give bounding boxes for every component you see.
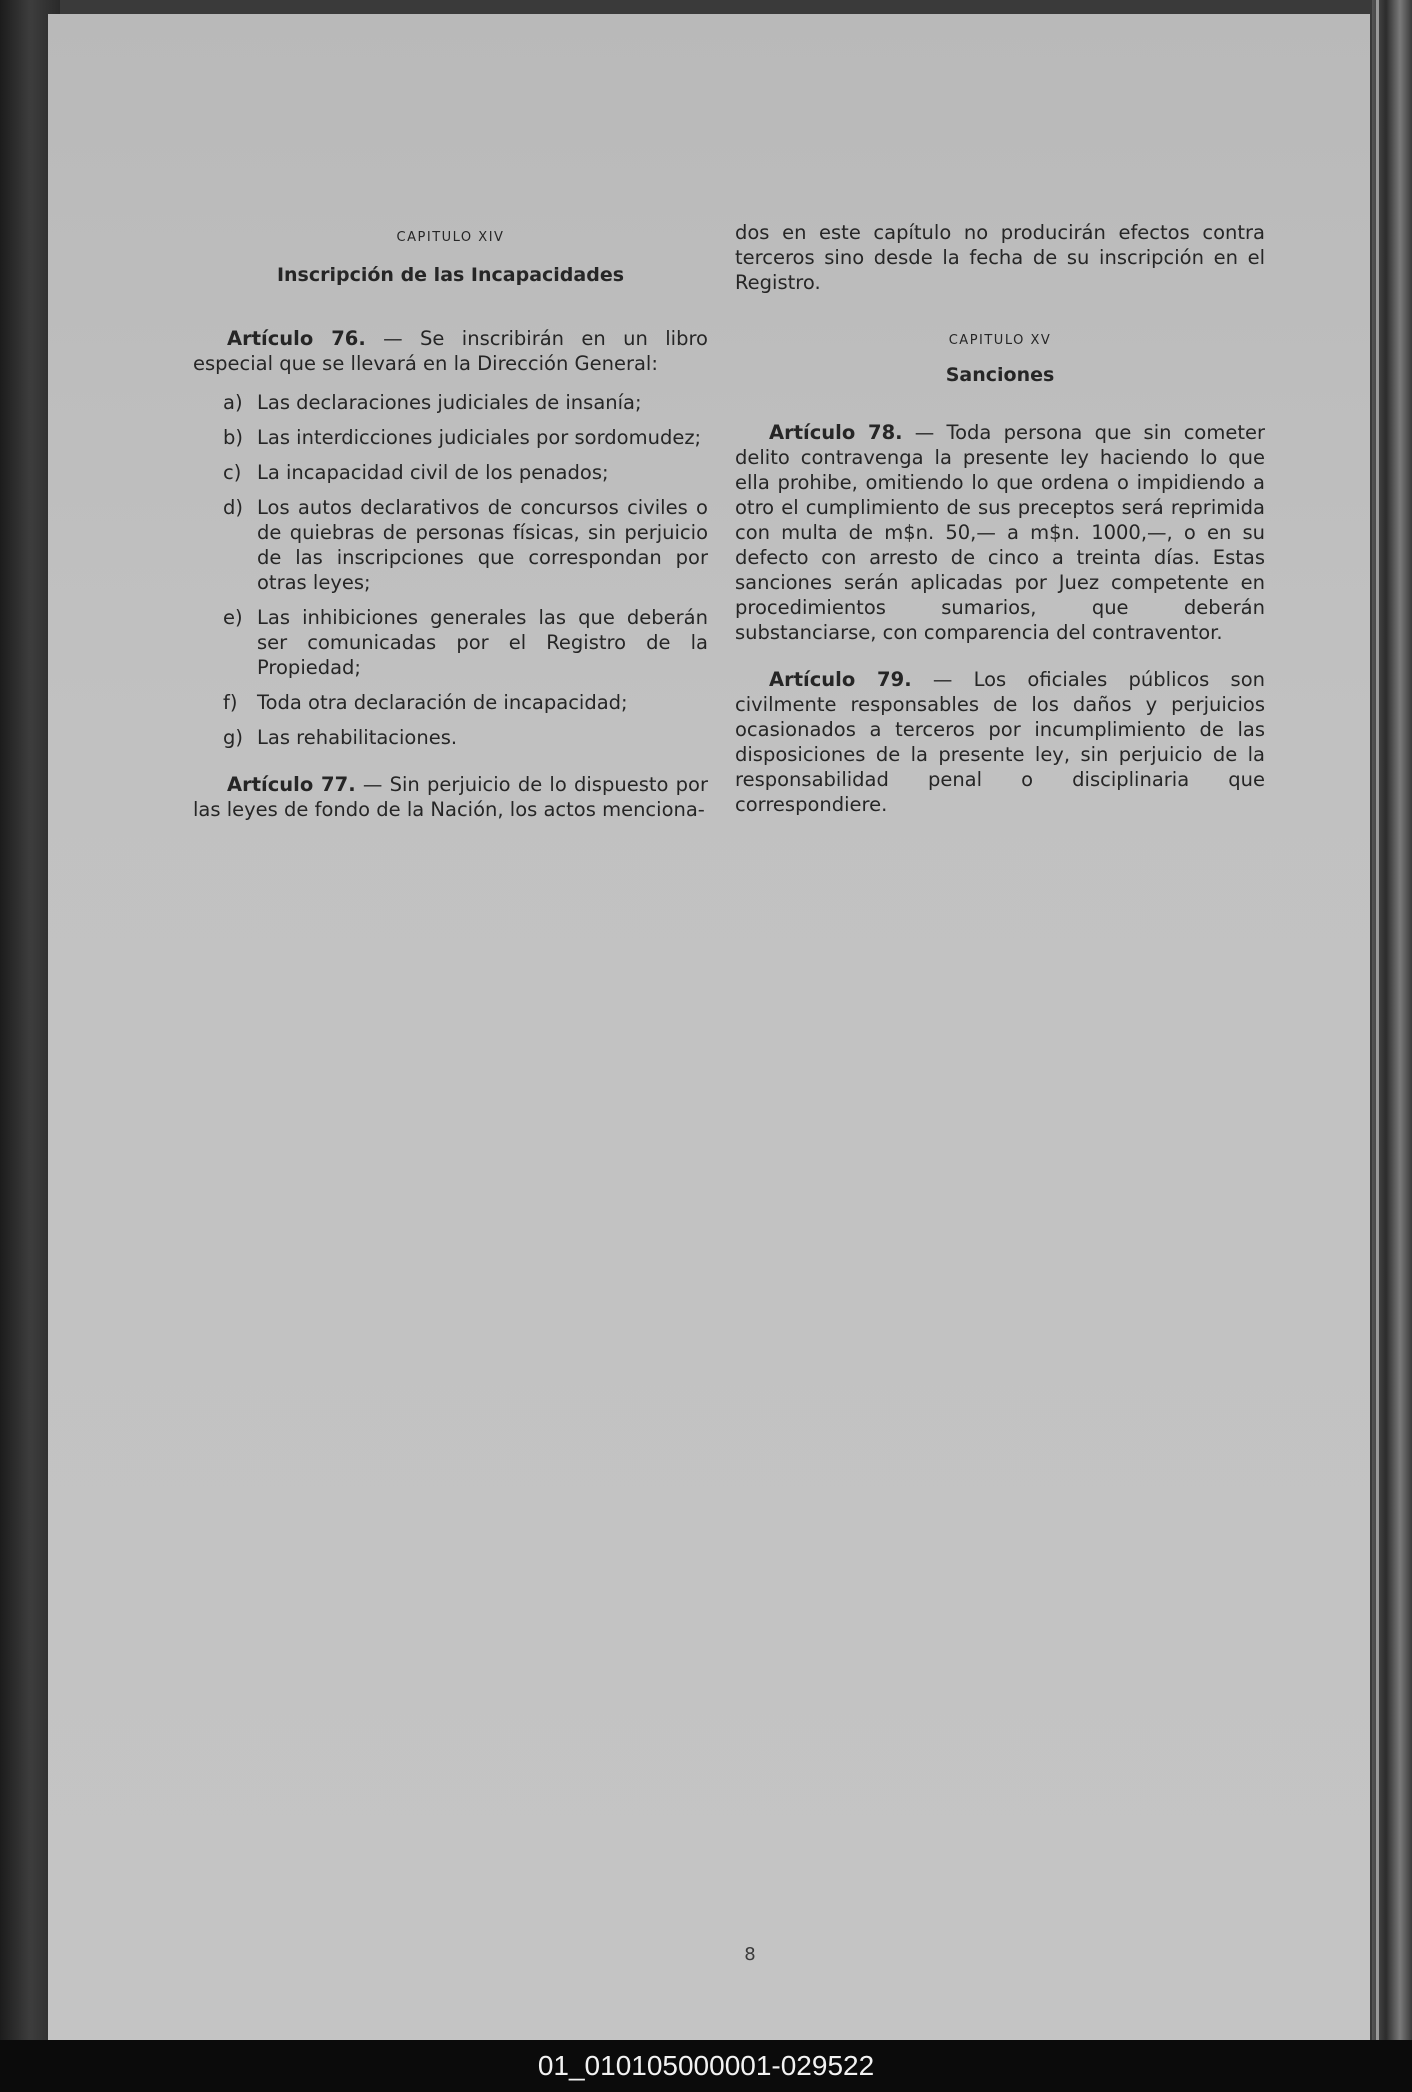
incapacity-list bbox=[193, 390, 708, 750]
article-79-text: — Los oficiales públicos son civilmente responsables de los daños y perjuicios ocasionados a terceros por incumplimiento de las disposiciones de la presente ley, sin perjuicio de la responsabilidad penal o disciplinaria que correspondiere. bbox=[735, 668, 1265, 816]
list-text: Las rehabilitaciones. bbox=[257, 726, 458, 749]
article-77-continuation: dos en este capítulo no producirán efectos contra terceros sino desde la fecha de su inscripción en el Registro. bbox=[735, 221, 1265, 294]
list-item bbox=[193, 425, 708, 450]
scan-id-text: 01_010105000001-029522 bbox=[537, 2050, 875, 2081]
list-marker: g) bbox=[223, 726, 243, 749]
article-78-heading: Artículo 78. bbox=[769, 421, 903, 444]
article-79-heading: Artículo 79. bbox=[769, 668, 912, 691]
list-text: Las interdicciones judiciales por sordomudez; bbox=[257, 426, 702, 449]
article-76-heading: Artículo 76. bbox=[227, 327, 366, 350]
list-marker: d) bbox=[223, 496, 243, 519]
scan-id-bar bbox=[0, 2040, 1412, 2092]
list-item bbox=[193, 605, 708, 680]
left-column bbox=[193, 230, 708, 822]
page-number: 8 bbox=[744, 1944, 756, 1965]
article-78 bbox=[735, 420, 1265, 645]
list-item bbox=[193, 725, 708, 750]
article-76-text: — Se inscribirán en un libro especial que se llevará en la Dirección General: bbox=[193, 327, 708, 375]
list-text: Las declaraciones judiciales de insanía; bbox=[257, 391, 642, 414]
list-text: Los autos declarativos de concursos civiles o de quiebras de personas físicas, sin perjuicio de las inscripciones que correspondan por otras leyes; bbox=[257, 496, 708, 594]
article-77 bbox=[193, 772, 708, 822]
list-marker: b) bbox=[223, 426, 243, 449]
list-marker: c) bbox=[223, 461, 242, 484]
list-item bbox=[193, 460, 708, 485]
article-77-text: — Sin perjuicio de lo dispuesto por las leyes de fondo de la Nación, los actos menciona- bbox=[193, 773, 708, 821]
list-marker: f) bbox=[223, 691, 238, 714]
right-column bbox=[735, 220, 1265, 817]
list-marker: a) bbox=[223, 391, 243, 414]
chapter-title-incapacidades: Inscripción de las Incapacidades bbox=[276, 264, 625, 286]
list-text: La incapacidad civil de los penados; bbox=[257, 461, 609, 484]
article-76 bbox=[193, 326, 708, 376]
list-marker: e) bbox=[223, 606, 243, 629]
page-edge bbox=[1372, 0, 1412, 2040]
article-78-text: — Toda persona que sin cometer delito contravenga la presente ley haciendo lo que ella prohibe, omitiendo lo que ordena o impidiendo a otro el cumplimiento de sus preceptos será reprimida con multa de m$n. 50,— a m$n. 1000,—, o en su defecto con arresto de cinco a treinta días. Estas sanciones serán aplicadas por Juez competente en procedimientos sumarios, que deberán substanciarse, con comparencia del contraventor. bbox=[735, 421, 1265, 644]
list-text: Toda otra declaración de incapacidad; bbox=[257, 691, 628, 714]
list-item bbox=[193, 390, 708, 415]
chapter-title-sanciones: Sanciones bbox=[945, 364, 1055, 386]
list-item bbox=[193, 690, 708, 715]
list-text: Las inhibiciones generales las que deberán ser comunicadas por el Registro de la Propiedad; bbox=[257, 606, 708, 679]
chapter-label-xiv: CAPITULO XIV bbox=[396, 230, 505, 245]
article-79 bbox=[735, 667, 1265, 817]
list-item bbox=[193, 495, 708, 595]
article-77-heading: Artículo 77. bbox=[227, 773, 356, 796]
chapter-label-xv: CAPITULO XV bbox=[948, 333, 1052, 348]
